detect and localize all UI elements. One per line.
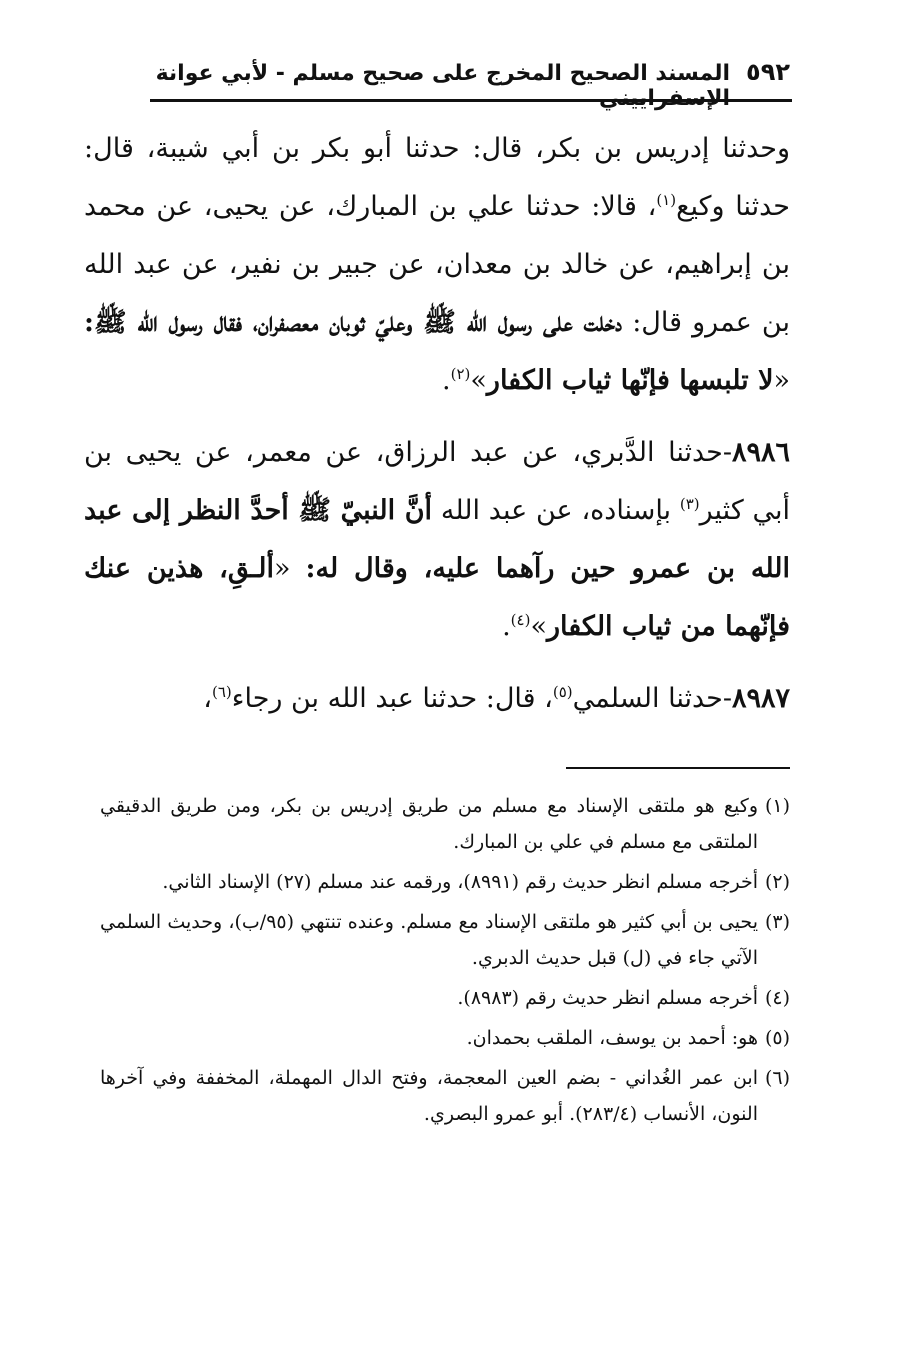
footnote-ref-2[interactable]: (٢) — [450, 365, 471, 383]
text-run: . — [502, 611, 511, 642]
footnote-ref-5[interactable]: (٥) — [552, 683, 573, 701]
text-run: ، قال: حدثنا عبد الله بن رجاء — [231, 683, 553, 714]
footnotes — [100, 788, 790, 1136]
footnote-text: يحيى بن أبي كثير هو ملتقى الإسناد مع مسلم. وعنده تنتهي (٩٥/ب)، وحديث السلمي الآتي جاء في (ل) قبل حديث الدبري. — [100, 911, 758, 969]
page-number: ٥٩٢ — [746, 58, 790, 86]
bold-text: ألـقِ، هذين عنك فإنّهما من ثياب الكفار — [84, 553, 790, 642]
footnote-separator — [566, 767, 790, 769]
hadith-number: ٨٩٨٧ — [731, 683, 790, 714]
footnote-2 — [100, 864, 790, 900]
footnote-ref-3[interactable]: (٣) — [679, 495, 700, 513]
header-rule — [150, 99, 792, 102]
footnote-number: (٣) — [764, 911, 790, 933]
text-run: ، قالا: حدثنا علي بن المبارك، عن يحيى، عن محمد بن إبراهيم، عن خالد بن معدان، عن جبير بن نفير، عن عبد الله بن عمرو قال: — [84, 191, 790, 338]
bold-text: دخلت على رسول الله ﷺ وعليّ ثوبان معصفران، فقال رسول الله ﷺ: — [84, 307, 623, 338]
text-run: « — [773, 365, 790, 396]
footnote-5 — [100, 1020, 790, 1056]
footnote-text: أخرجه مسلم انظر حديث رقم (٨٩٨٣). — [457, 987, 758, 1009]
text-run: ، — [203, 683, 212, 714]
footnote-number: (١) — [764, 795, 790, 817]
footnote-number: (٢) — [764, 871, 790, 893]
footnote-text: أخرجه مسلم انظر حديث رقم (٨٩٩١)، ورقمه عند مسلم (٢٧) الإسناد الثاني. — [162, 871, 758, 893]
footnote-text: هو: أحمد بن يوسف، الملقب بحمدان. — [466, 1027, 758, 1049]
paragraph-3 — [84, 670, 790, 728]
text-run: -حدثنا السلمي — [572, 683, 732, 714]
footnote-3 — [100, 904, 790, 976]
footnote-number: (٤) — [764, 987, 790, 1009]
text-run: . — [442, 365, 451, 396]
footnote-4 — [100, 980, 790, 1016]
book-title: المسند الصحيح المخرج على صحيح مسلم - لأبي عوانة الإسفراييني — [155, 61, 731, 111]
footnote-ref-1[interactable]: (١) — [656, 191, 677, 209]
footnote-text: وكيع هو ملتقى الإسناد مع مسلم من طريق إدريس بن بكر، ومن طريق الدقيقي الملتقى مع مسلم في علي بن المبارك. — [100, 795, 758, 853]
bold-text: أنَّ النبيّ ﷺ أحدَّ النظر إلى عبد الله بن عمرو حين رآهما عليه، وقال له: — [84, 495, 791, 584]
text-run: » — [470, 365, 487, 396]
footnote-1 — [100, 788, 790, 860]
paragraph-1 — [84, 120, 790, 410]
main-text — [84, 120, 790, 742]
footnote-text: ابن عمر الغُداني - بضم العين المعجمة، وفتح الدال المهملة، المخففة وفي آخرها النون، الأنساب (٢٨٣/٤). أبو عمرو البصري. — [100, 1067, 758, 1125]
footnote-ref-4[interactable]: (٤) — [510, 611, 531, 629]
footnote-6 — [100, 1060, 790, 1132]
footnote-number: (٦) — [764, 1067, 790, 1089]
hadith-number: ٨٩٨٦ — [731, 437, 790, 468]
paragraph-2 — [84, 424, 790, 656]
text-run: بإسناده، عن عبد الله — [432, 495, 680, 526]
text-run: -حدثنا الدَّبري، عن عبد الرزاق، عن معمر، عن يحيى بن أبي كثير — [84, 437, 790, 526]
footnote-ref-6[interactable]: (٦) — [211, 683, 232, 701]
running-header — [150, 58, 790, 111]
text-run: « — [274, 553, 306, 584]
footnote-number: (٥) — [764, 1027, 790, 1049]
text-run: » — [530, 611, 547, 642]
text-run: وحدثنا إدريس بن بكر، قال: حدثنا أبو بكر بن أبي شيبة، قال: حدثنا وكيع — [84, 133, 790, 222]
bold-text: لا تلبسها فإنّها ثياب الكفار — [486, 365, 774, 396]
